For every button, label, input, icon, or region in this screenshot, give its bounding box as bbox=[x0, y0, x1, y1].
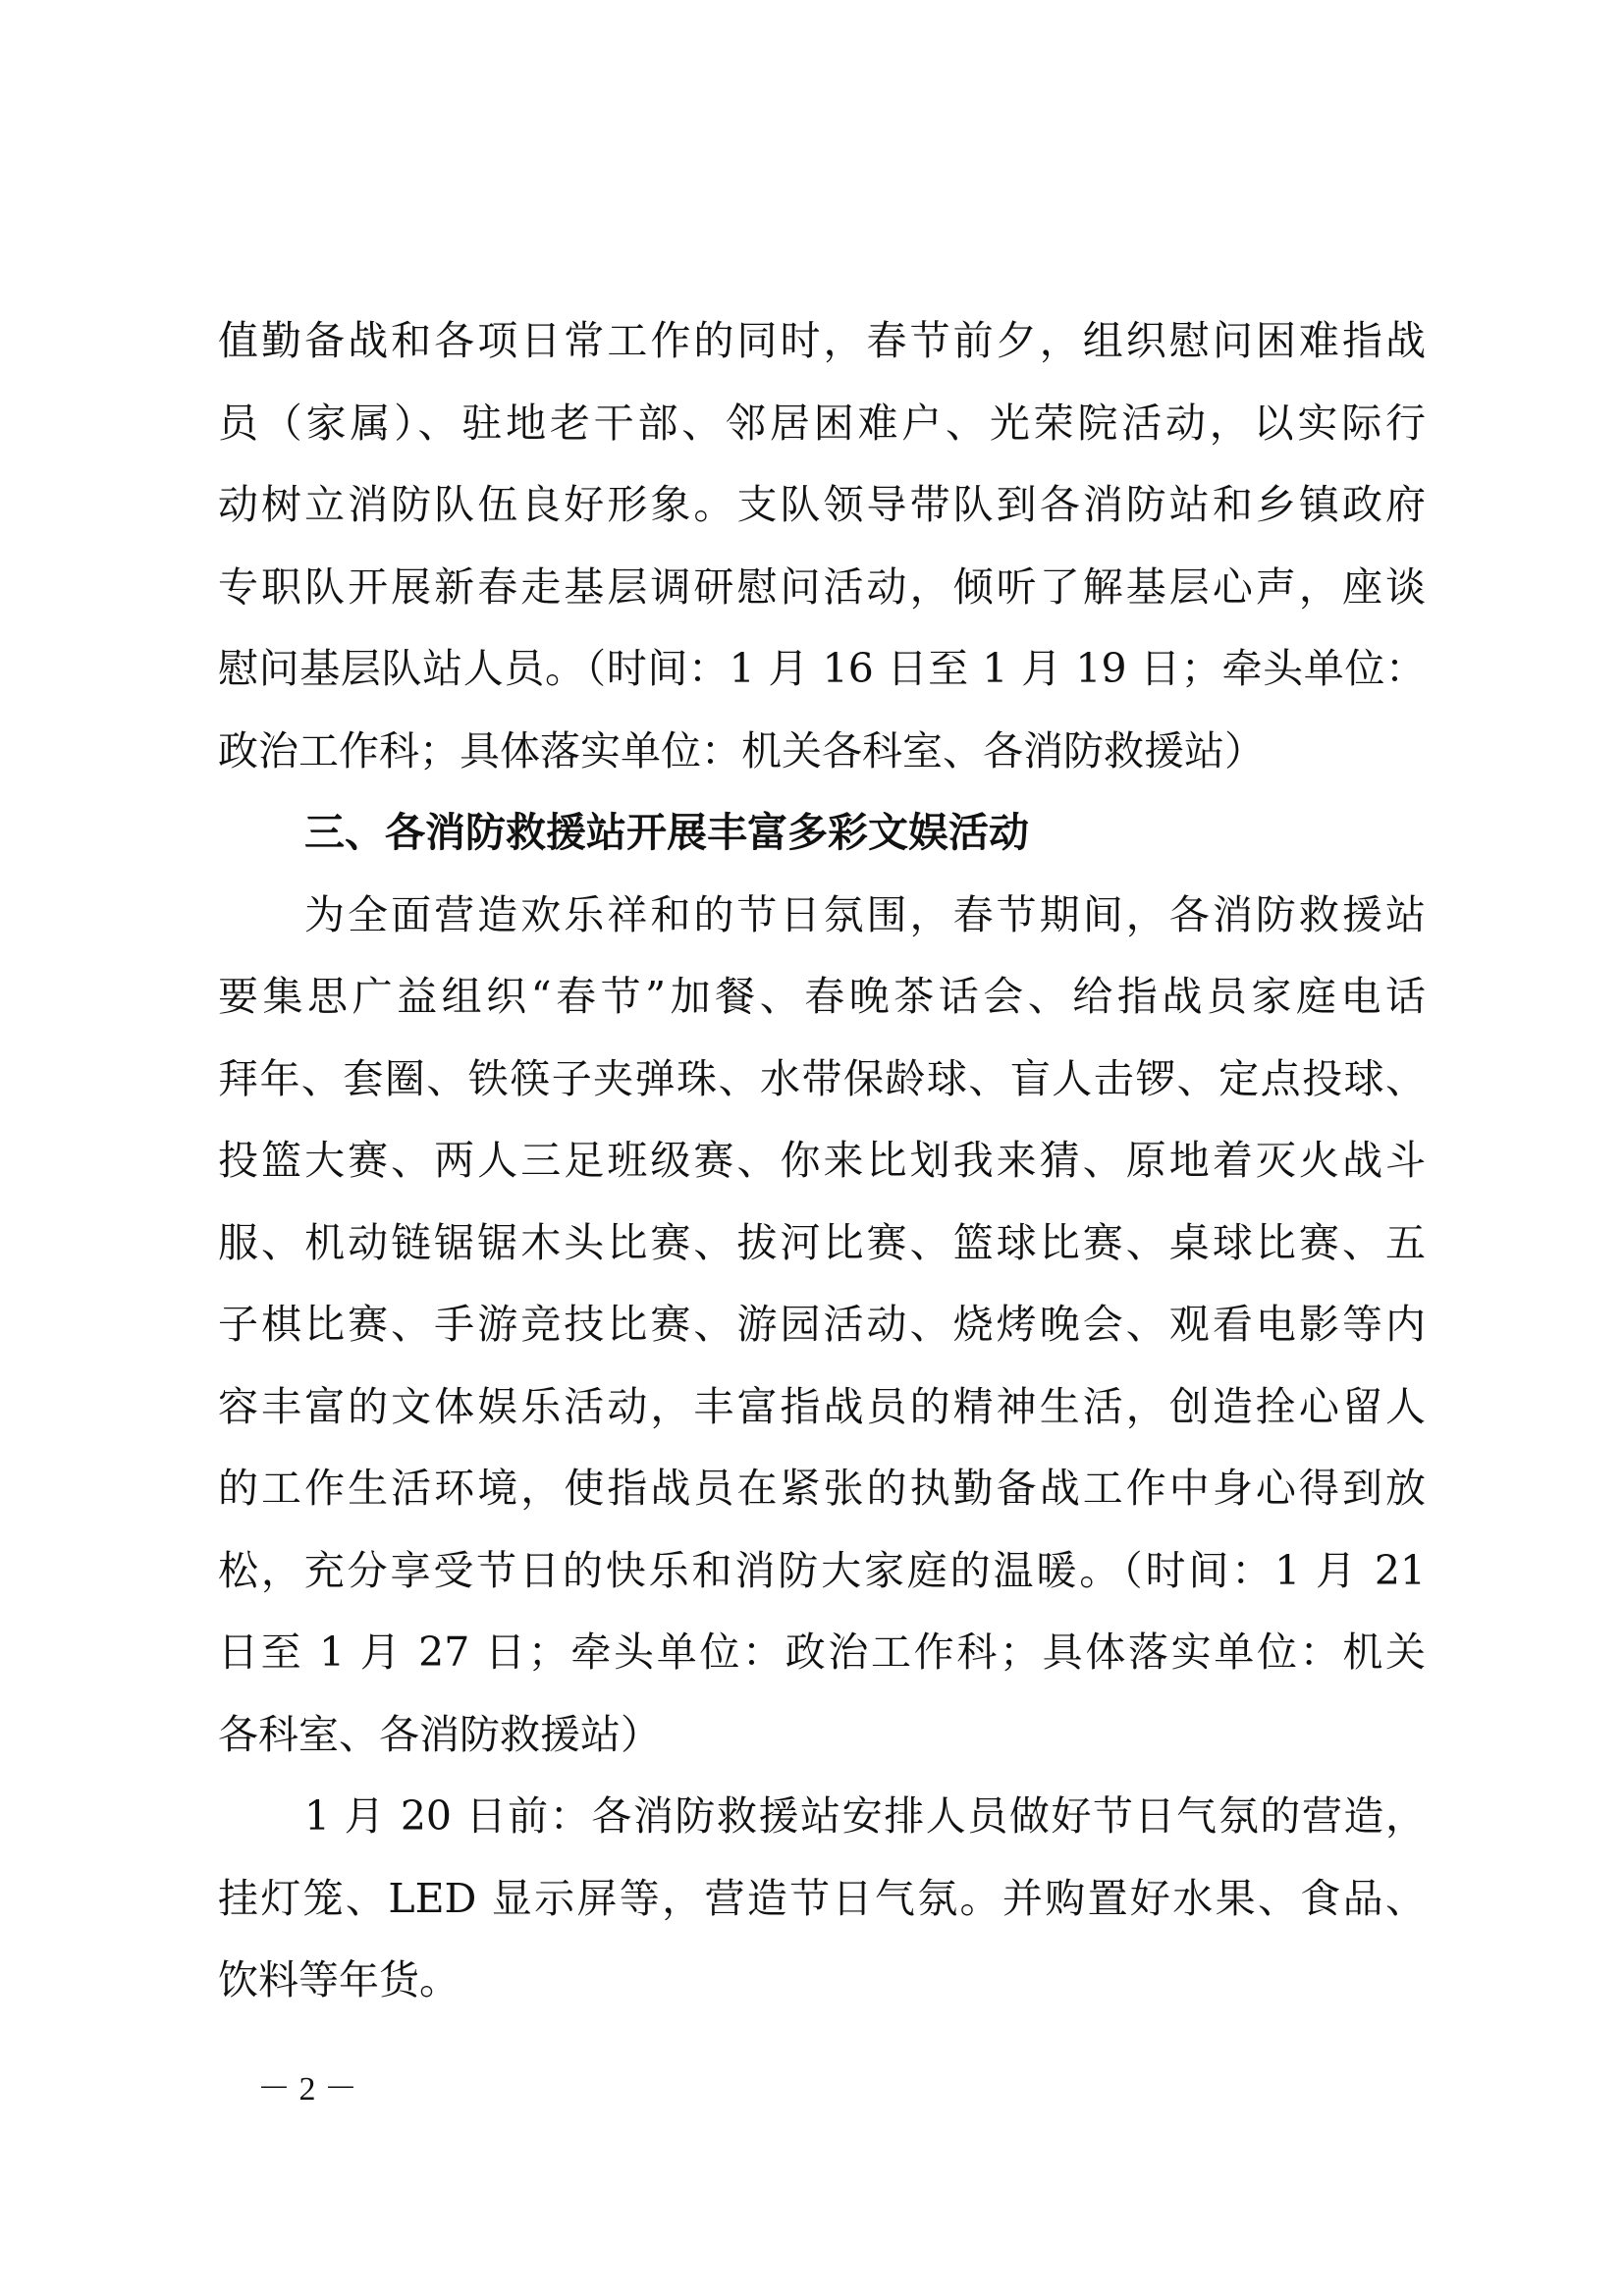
text-line: 各科室、各消防救援站） bbox=[218, 1710, 661, 1758]
text-line: 要集思广益组织“春节”加餐、春晚茶话会、给指战员家庭电话 bbox=[218, 973, 1426, 1020]
text-line: 拜年、套圈、铁筷子夹弹珠、水带保龄球、盲人击锣、定点投球、 bbox=[218, 1054, 1426, 1102]
section-heading: 三、各消防救援站开展丰富多彩文娱活动 bbox=[304, 809, 1029, 856]
text-line: 1 月 20 日前：各消防救援站安排人员做好节日气氛的营造， bbox=[304, 1792, 1426, 1840]
text-line: 政治工作科；具体落实单位：机关各科室、各消防救援站） bbox=[218, 726, 1265, 774]
document-body bbox=[218, 300, 1426, 2022]
text-line: 慰问基层队站人员。（时间：1 月 16 日至 1 月 19 日；牵头单位： bbox=[218, 645, 1426, 692]
paragraph-3 bbox=[218, 1776, 1426, 2022]
text-line: 挂灯笼、LED 显示屏等，营造节日气氛。并购置好水果、食品、 bbox=[218, 1874, 1426, 1922]
text-line: 的工作生活环境，使指战员在紧张的执勤备战工作中身心得到放 bbox=[218, 1465, 1426, 1512]
text-line: 子棋比赛、手游竞技比赛、游园活动、烧烤晚会、观看电影等内 bbox=[218, 1301, 1426, 1348]
text-line: 服、机动链锯锯木头比赛、拔河比赛、篮球比赛、桌球比赛、五 bbox=[218, 1218, 1426, 1266]
text-line: 为全面营造欢乐祥和的节日氛围，春节期间，各消防救援站 bbox=[304, 890, 1426, 938]
paragraph-1 bbox=[218, 300, 1426, 792]
text-line: 专职队开展新春走基层调研慰问活动，倾听了解基层心声，座谈 bbox=[218, 562, 1426, 611]
text-line: 松，充分享受节日的快乐和消防大家庭的温暖。（时间：1 月 21 bbox=[218, 1546, 1426, 1594]
text-line: 动树立消防队伍良好形象。支队领导带队到各消防站和乡镇政府 bbox=[218, 481, 1426, 528]
text-line: 饮料等年货。 bbox=[218, 1956, 460, 2003]
text-line: 值勤备战和各项日常工作的同时，春节前夕，组织慰问困难指战 bbox=[218, 317, 1426, 364]
text-line: 日至 1 月 27 日；牵头单位：政治工作科；具体落实单位：机关 bbox=[218, 1629, 1426, 1676]
text-line: 员（家属）、驻地老干部、邻居困难户、光荣院活动，以实际行 bbox=[218, 399, 1426, 447]
paragraph-2 bbox=[218, 875, 1426, 1777]
text-line: 容丰富的文体娱乐活动，丰富指战员的精神生活，创造拴心留人 bbox=[218, 1382, 1426, 1430]
page-number: － 2 － bbox=[257, 2071, 357, 2108]
text-line: 投篮大赛、两人三足班级赛、你来比划我来猜、原地着灭火战斗 bbox=[218, 1137, 1426, 1184]
